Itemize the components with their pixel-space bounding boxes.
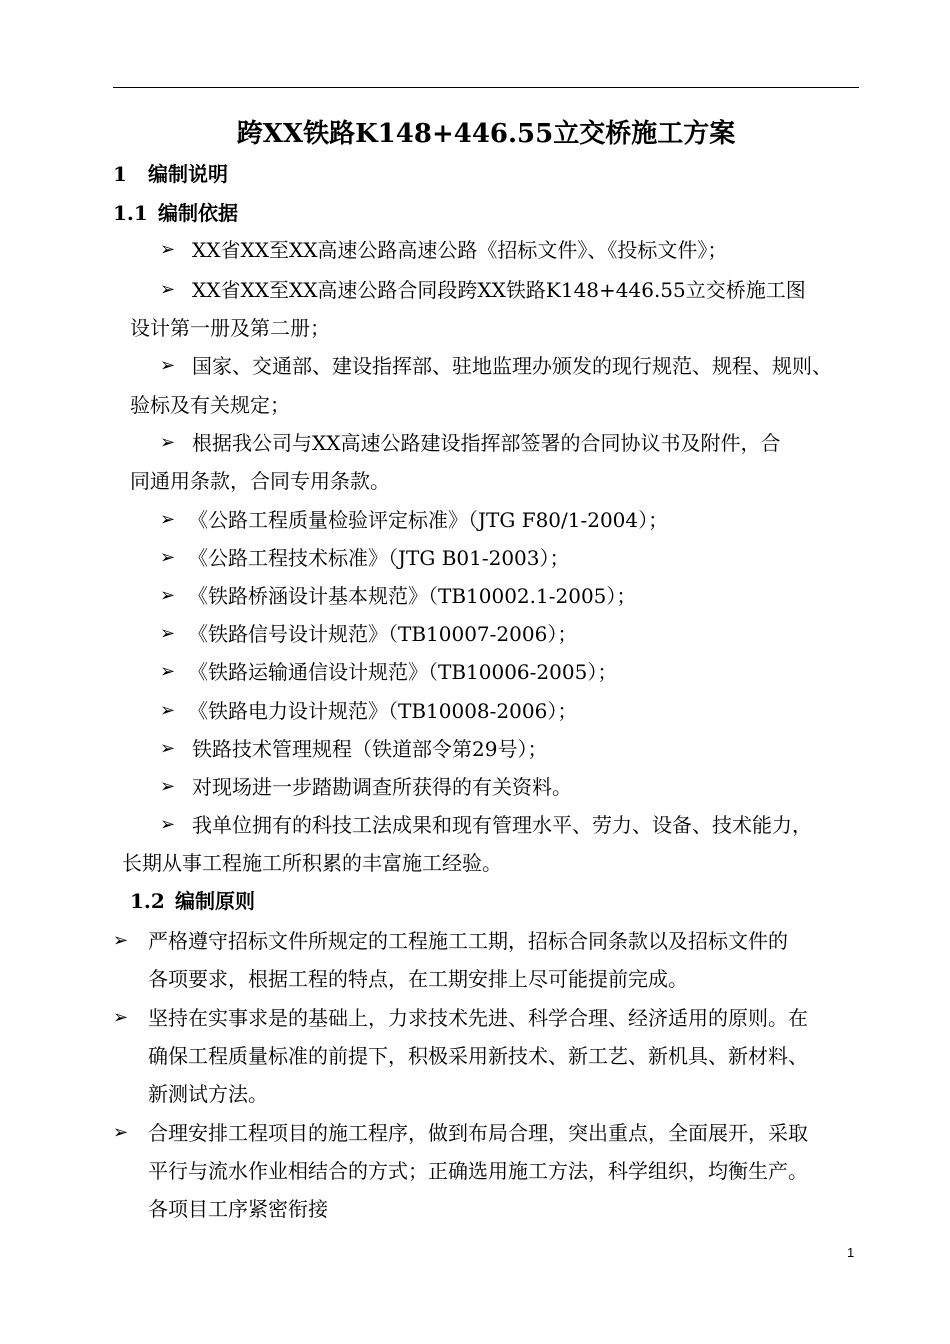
principle-item-continuation: 各项目工序紧密衔接 bbox=[148, 1197, 328, 1221]
section-1-2-heading: 编制原则 bbox=[175, 889, 255, 913]
bullet-icon: ➢ bbox=[113, 1122, 129, 1143]
bullet-icon: ➢ bbox=[113, 1007, 129, 1028]
basis-item: 铁路技术管理规程（铁道部令第29号）； bbox=[192, 737, 548, 761]
bullet-icon: ➢ bbox=[160, 509, 176, 530]
principle-item-continuation: 确保工程质量标准的前提下，积极采用新技术、新工艺、新机具、新材料、 bbox=[148, 1044, 808, 1068]
basis-item: 《公路工程质量检验评定标准》（JTG F80/1-2004）； bbox=[188, 508, 669, 532]
basis-item: 《铁路运输通信设计规范》（TB10006-2005）； bbox=[188, 660, 618, 684]
basis-item: 《公路工程技术标准》（JTG B01-2003）； bbox=[188, 546, 570, 570]
bullet-icon: ➢ bbox=[160, 661, 176, 682]
bullet-icon: ➢ bbox=[160, 585, 176, 606]
principle-item-continuation: 新测试方法。 bbox=[148, 1082, 268, 1106]
principle-item: 严格遵守招标文件所规定的工程施工工期，招标合同条款以及招标文件的 bbox=[148, 929, 788, 953]
section-1-1-number: 1.1 bbox=[113, 201, 148, 225]
basis-item: XX省XX至XX高速公路高速公路《招标文件》、《投标文件》； bbox=[192, 238, 728, 262]
bullet-icon: ➢ bbox=[160, 279, 176, 300]
section-1-2-number: 1.2 bbox=[130, 889, 165, 913]
bullet-icon: ➢ bbox=[160, 547, 176, 568]
basis-item: 《铁路电力设计规范》（TB10008-2006）； bbox=[188, 699, 578, 723]
basis-item-continuation: 验标及有关规定； bbox=[130, 393, 290, 417]
basis-item-continuation: 设计第一册及第二册； bbox=[130, 316, 330, 340]
bullet-icon: ➢ bbox=[160, 623, 176, 644]
bullet-icon: ➢ bbox=[160, 432, 176, 453]
page-number: 1 bbox=[847, 1245, 855, 1260]
principle-item-continuation: 各项要求，根据工程的特点，在工期安排上尽可能提前完成。 bbox=[148, 967, 688, 991]
bullet-icon: ➢ bbox=[160, 776, 176, 797]
section-1-number: 1 bbox=[113, 162, 127, 186]
basis-item: 《铁路信号设计规范》（TB10007-2006）； bbox=[188, 622, 578, 646]
principle-item: 合理安排工程项目的施工程序，做到布局合理，突出重点，全面展开，采取 bbox=[148, 1121, 808, 1145]
header-rule bbox=[113, 87, 859, 88]
section-1-heading: 编制说明 bbox=[148, 162, 228, 186]
basis-item: 《铁路桥涵设计基本规范》（TB10002.1-2005）； bbox=[188, 584, 637, 608]
basis-item-continuation: 长期从事工程施工所积累的丰富施工经验。 bbox=[122, 851, 502, 875]
basis-item: 国家、交通部、建设指挥部、驻地监理办颁发的现行规范、规程、规则、 bbox=[192, 354, 832, 378]
bullet-icon: ➢ bbox=[160, 814, 176, 835]
bullet-icon: ➢ bbox=[113, 930, 129, 951]
bullet-icon: ➢ bbox=[160, 738, 176, 759]
principle-item-continuation: 平行与流水作业相结合的方式；正确选用施工方法，科学组织，均衡生产。 bbox=[148, 1159, 808, 1183]
basis-item-continuation: 同通用条款，合同专用条款。 bbox=[130, 469, 390, 493]
basis-item: 对现场进一步踏勘调查所获得的有关资料。 bbox=[192, 775, 572, 799]
principle-item: 坚持在实事求是的基础上，力求技术先进、科学合理、经济适用的原则。在 bbox=[148, 1006, 808, 1030]
section-1-1-heading: 编制依据 bbox=[158, 201, 238, 225]
bullet-icon: ➢ bbox=[160, 239, 176, 260]
bullet-icon: ➢ bbox=[160, 355, 176, 376]
basis-item: XX省XX至XX高速公路合同段跨XX铁路K148+446.55立交桥施工图 bbox=[192, 278, 806, 302]
basis-item: 我单位拥有的科技工法成果和现有管理水平、劳力、设备、技术能力， bbox=[192, 813, 812, 837]
basis-item: 根据我公司与XX高速公路建设指挥部签署的合同协议书及附件，合 bbox=[192, 431, 781, 455]
document-title: 跨XX铁路K148+446.55立交桥施工方案 bbox=[236, 119, 736, 149]
bullet-icon: ➢ bbox=[160, 700, 176, 721]
